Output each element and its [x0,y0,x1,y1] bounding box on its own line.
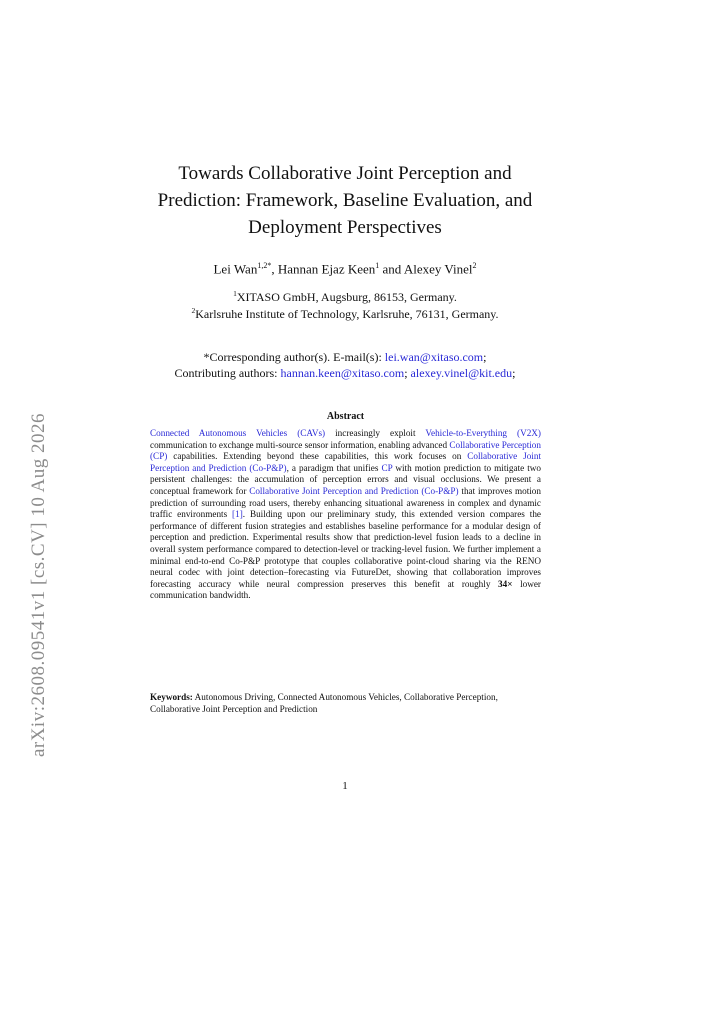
paper-title [120,160,570,241]
contributing-email-link[interactable]: alexey.vinel@kit.edu [410,366,513,380]
affiliation-2 [100,306,590,322]
abstract-emphasis: 34× [498,578,513,589]
author-affiliation-mark: 2 [472,261,477,270]
contributing-email-link[interactable]: hannan.keen@xitaso.com [280,366,405,380]
author-separator: and [379,261,404,277]
author-separator: , [271,261,278,277]
abstract-text: , a paradigm that unifies [286,462,382,473]
affiliation-mark: 2 [191,306,196,315]
keywords-label: Keywords: [150,692,193,702]
page-number: 1 [342,780,348,792]
abstract-text: lower communication bandwidth. [150,578,541,601]
affiliation-text: Karlsruhe Institute of Technology, Karlsruhe, 76131, Germany. [195,307,499,321]
arxiv-identifier: arXiv:2608.09541v1 [cs.CV] 10 Aug 2026 [28,412,49,758]
title-line-3: Deployment Perspectives [248,217,442,238]
keywords-text: Autonomous Driving, Connected Autonomous Vehicles, Collaborative Perception, Collaborative Joint Perception and Prediction [150,692,498,714]
citation-link[interactable]: [1] [232,509,243,520]
abstract-text: . Building upon our preliminary study, this extended version compares the performance of different fusion strategies and establishes baseline performance for a modular design of perception and prediction. Experimental results show that prediction-level fusion leads to a decline in overall system performance compared to detection-level or tracking-level fusion. We further implement a minimal end-to-end Co-P&P prototype that couples collaborative point-cloud sharing via the RENO neural codec with joint detection–forecasting via FutureDet, showing that collaboration improves forecasting accuracy while neural compression preserves this benefit at roughly [150,509,541,589]
corresponding-email-link[interactable]: lei.wan@xitaso.com [384,350,484,364]
affiliation-mark: 1 [233,289,237,298]
author-affiliation-mark: 1 [375,261,380,270]
abstract-heading: Abstract [326,411,365,422]
acronym-link[interactable]: CP [381,462,393,473]
abstract-text: with motion prediction to mitigate two persistent challenges: the accumulation of perception errors and visual occlusions. We present a conceptual framework for [150,462,542,496]
affiliation-1 [100,289,590,305]
abstract-text: communication to exchange multi-source sensor information, enabling advanced [150,439,450,450]
abstract-body [150,428,541,602]
corresponding-author-line [100,350,590,365]
acronym-link[interactable]: Collaborative Joint Perception and Prediction (Co-P&P) [150,451,541,473]
acronym-link[interactable]: Collaborative Joint Perception and Prediction (Co-P&P) [249,485,459,496]
author-name: Lei Wan [213,261,258,277]
acronym-link[interactable]: Connected Autonomous Vehicles (CAVs) [150,428,326,438]
affiliation-text: XITASO GmbH, Augsburg, 86153, Germany. [236,290,457,304]
punctuation: ; [483,350,487,364]
contributing-authors-line [100,366,590,381]
abstract-text: increasingly exploit [325,428,426,438]
contributing-label: Contributing authors: [174,366,281,380]
punctuation: ; [404,366,411,380]
title-line-1: Towards Collaborative Joint Perception and [178,163,512,184]
abstract-text: that improves motion prediction of surrounding road users, thereby enhancing situational awareness in complex and dynamic traffic environments [150,485,541,520]
arxiv-sidebar [10,370,68,800]
corresponding-label: *Corresponding author(s). E-mail(s): [203,350,385,364]
punctuation: ; [512,366,516,380]
author-name: Hannan Ejaz Keen [277,261,376,277]
abstract-text: capabilities. Extending beyond these capabilities, this work focuses on [167,451,468,462]
acronym-link[interactable]: Vehicle-to-Everything (V2X) [425,428,541,438]
author-name: Alexey Vinel [403,261,473,277]
title-line-2: Prediction: Framework, Baseline Evaluation, and [157,190,533,211]
keywords [150,692,541,715]
author-affiliation-mark: 1,2* [257,261,272,270]
acronym-link[interactable]: Collaborative Perception (CP) [150,439,541,462]
author-list [120,261,570,277]
